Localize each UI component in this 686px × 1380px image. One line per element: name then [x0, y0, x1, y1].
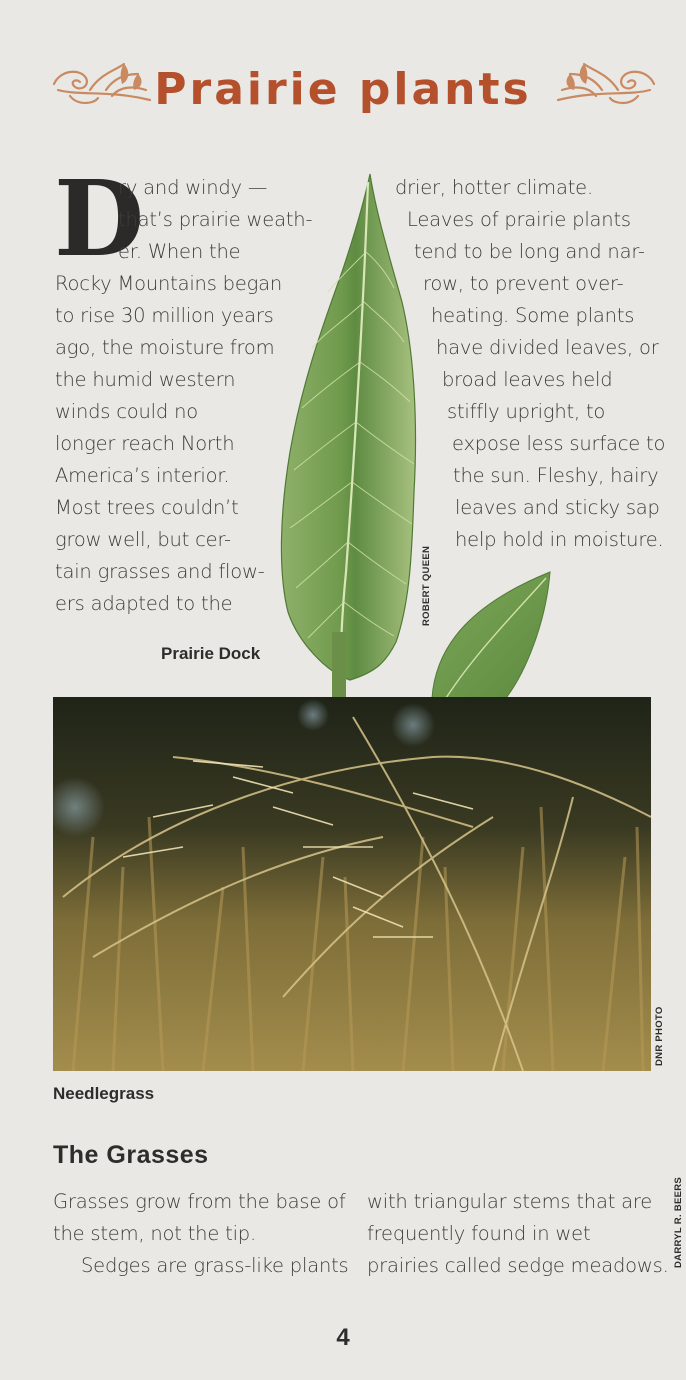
intro-left-line: that’s prairie weath- — [118, 208, 313, 231]
leaf-photo-credit: ROBERT QUEEN — [421, 545, 432, 626]
leaf-caption: Prairie Dock — [161, 644, 261, 663]
intro-left-line: grow well, but cer- — [55, 528, 231, 551]
intro-left-line: America’s interior. — [55, 464, 230, 487]
intro-right-line: help hold in moisture. — [455, 528, 664, 551]
section-col1-line: Grasses grow from the base of — [53, 1190, 346, 1213]
section-col2-line: with triangular stems that are — [367, 1190, 653, 1213]
intro-right-line: tend to be long and nar- — [414, 240, 645, 263]
intro-right-line: drier, hotter climate. — [395, 176, 593, 199]
intro-right-line: row, to prevent over- — [423, 272, 624, 295]
intro-left-line: to rise 30 million years — [55, 304, 274, 327]
section-col1-line: the stem, not the tip. — [53, 1222, 256, 1245]
page-number: 4 — [336, 1324, 350, 1351]
section-col2-line: prairies called sedge meadows. — [367, 1254, 669, 1277]
intro-left-line: tain grasses and flow- — [55, 560, 265, 583]
photo-caption: Needlegrass — [53, 1084, 155, 1103]
section-heading: The Grasses — [53, 1141, 209, 1169]
intro-right-line: Leaves of prairie plants — [407, 208, 631, 231]
section-photo-credit: DARRYL R. BEERS — [673, 1176, 684, 1268]
intro-right-line: leaves and sticky sap — [455, 496, 660, 519]
intro-left-line: ago, the moisture from — [55, 336, 275, 359]
intro-left-line: longer reach North — [55, 432, 235, 455]
section-col1-line: Sedges are grass-like plants — [81, 1254, 349, 1277]
needlegrass-photo — [53, 697, 651, 1071]
photo-credit: DNR PHOTO — [654, 1006, 665, 1066]
right-flourish-ornament — [550, 60, 658, 112]
intro-right-line: the sun. Fleshy, hairy — [453, 464, 659, 487]
intro-left-line: er. When the — [118, 240, 241, 263]
intro-left-line: Rocky Mountains began — [55, 272, 283, 295]
intro-left-line: winds could no — [55, 400, 198, 423]
intro-right-line: heating. Some plants — [431, 304, 635, 327]
intro-left-line: the humid western — [55, 368, 236, 391]
intro-right-line: have divided leaves, or — [436, 336, 659, 359]
intro-left-line: Most trees couldn’t — [55, 496, 239, 519]
page-title: Prairie plants — [154, 64, 532, 115]
section-col2-line: frequently found in wet — [367, 1222, 591, 1245]
intro-left-line: ers adapted to the — [55, 592, 233, 615]
intro-right-line: stiffly upright, to — [447, 400, 606, 423]
intro-right-line: expose less surface to — [452, 432, 666, 455]
intro-left-line: ry and windy — — [118, 176, 268, 199]
drop-cap: D — [54, 157, 145, 280]
intro-right-line: broad leaves held — [442, 368, 613, 391]
